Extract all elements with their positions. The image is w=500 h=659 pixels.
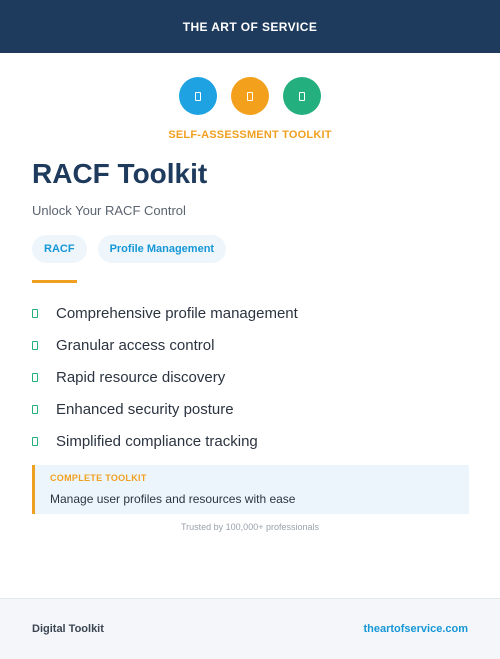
trust-statement: Trusted by 100,000+ professionals (180, 522, 319, 532)
feature-label: Simplified compliance tracking (56, 432, 258, 450)
footer-label: Digital Toolkit (32, 623, 104, 635)
list-item (32, 425, 298, 457)
feature-list (32, 297, 298, 457)
feature-label: Comprehensive profile management (56, 304, 298, 322)
page-subtitle: Unlock Your RACF Control (32, 203, 186, 218)
brand-title: THE ART OF SERVICE (182, 19, 318, 34)
checkbox-icon (32, 437, 38, 446)
callout-kicker: COMPLETE TOOLKIT (50, 473, 147, 483)
feature-label: Enhanced security posture (56, 400, 234, 418)
document-icon (299, 92, 305, 101)
document-icon (195, 92, 201, 101)
tag-profile-management[interactable]: Profile Management (98, 235, 227, 263)
list-item (32, 393, 298, 425)
blue-badge-icon (179, 77, 217, 115)
icon-row (0, 77, 500, 115)
document-icon (247, 92, 253, 101)
checkbox-icon (32, 373, 38, 382)
tag-list (32, 235, 226, 263)
list-item (32, 361, 298, 393)
feature-label: Rapid resource discovery (56, 368, 226, 386)
orange-badge-icon (231, 77, 269, 115)
website-link[interactable]: theartofservice.com (363, 623, 468, 635)
toolkit-kicker: SELF-ASSESSMENT TOOLKIT (168, 129, 332, 141)
feature-label: Granular access control (56, 336, 215, 354)
list-item (32, 297, 298, 329)
tag-racf[interactable]: RACF (32, 235, 87, 263)
accent-divider (32, 280, 77, 283)
checkbox-icon (32, 405, 38, 414)
callout-box (32, 465, 469, 514)
footer-bar (0, 598, 500, 659)
list-item (32, 329, 298, 361)
callout-text: Manage user profiles and resources with ease (50, 492, 296, 506)
checkbox-icon (32, 341, 38, 350)
header-bar (0, 0, 500, 53)
checkbox-icon (32, 309, 38, 318)
page-title: RACF Toolkit (32, 158, 208, 189)
green-badge-icon (283, 77, 321, 115)
